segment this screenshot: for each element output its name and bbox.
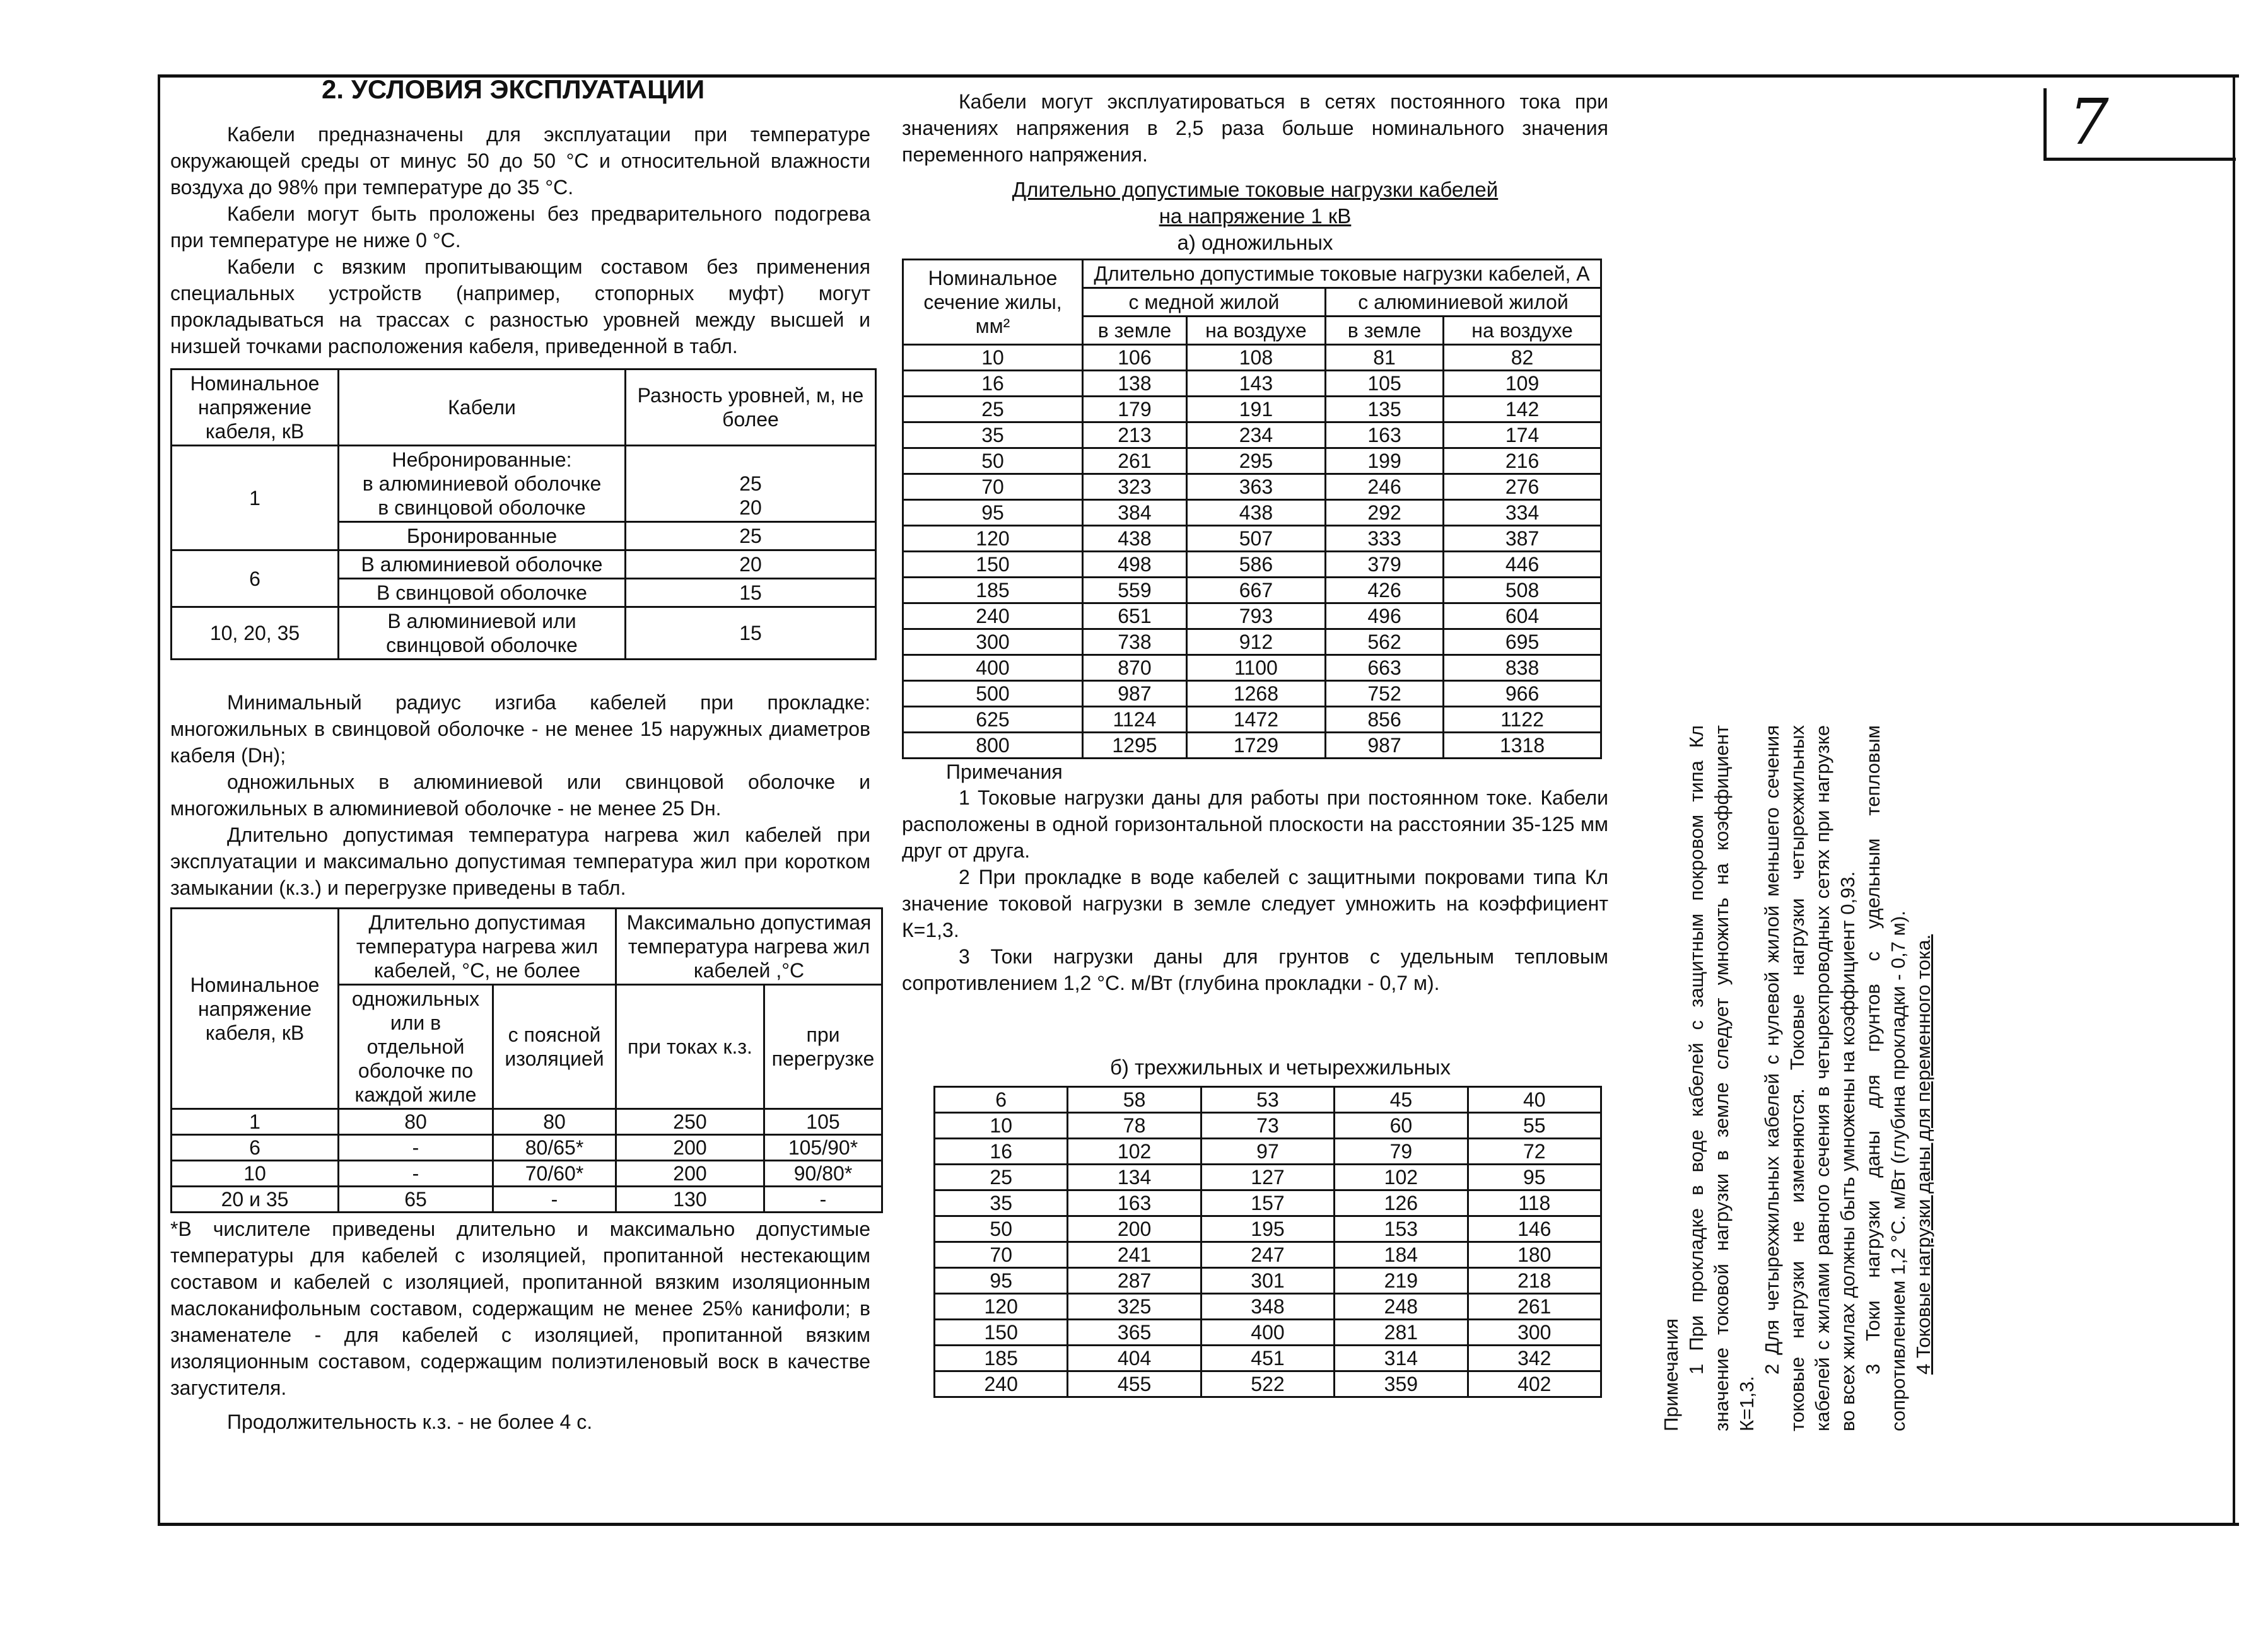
table-cell: 800 (903, 733, 1083, 759)
table-cell: 153 (1335, 1216, 1468, 1242)
table-cell: 134 (1068, 1165, 1201, 1190)
single-core-table-body (903, 345, 1601, 759)
table-cell: 234 (1186, 422, 1325, 448)
table-cell: 90/80* (764, 1161, 882, 1187)
table-cell: 105 (1325, 371, 1443, 397)
table-cell: 856 (1325, 707, 1443, 733)
table-cell: 455 (1068, 1371, 1201, 1397)
table-cell: 200 (1068, 1216, 1201, 1242)
table-row (903, 500, 1601, 526)
table-cell: 199 (1325, 448, 1443, 474)
table-cell: 58 (1068, 1087, 1201, 1113)
three-core-title: б) трехжильных и четырехжильных (1110, 1056, 1451, 1079)
table-cell: 16 (935, 1139, 1068, 1165)
table-row (935, 1320, 1601, 1346)
table-cell: 218 (1468, 1268, 1601, 1294)
table-cell: 138 (1083, 371, 1187, 397)
levels-value: 25 (739, 472, 762, 495)
table-cell: 695 (1444, 629, 1601, 655)
table-cell: 1472 (1186, 707, 1325, 733)
table-cell: 20 и 35 (172, 1187, 339, 1213)
table-row (903, 397, 1601, 422)
table-cell: 348 (1201, 1294, 1334, 1320)
table-cell: 323 (1083, 474, 1187, 500)
table-cell: 179 (1083, 397, 1187, 422)
table-row (903, 603, 1601, 629)
levels-pb-label: В свинцовой оболочке (339, 579, 626, 607)
three-core-table-body (935, 1087, 1601, 1397)
table-cell: 82 (1444, 345, 1601, 371)
table-cell: 314 (1335, 1346, 1468, 1371)
table-cell: - (764, 1187, 882, 1213)
levels-voltage-6: 6 (172, 550, 339, 607)
table-cell: 625 (903, 707, 1083, 733)
levels-value: 20 (626, 550, 876, 579)
table-cell: 80 (493, 1109, 616, 1135)
table-cell: 146 (1468, 1216, 1601, 1242)
notes-a-title: Примечания (946, 760, 1063, 783)
table-cell: 438 (1186, 500, 1325, 526)
table-cell: 333 (1325, 526, 1443, 552)
table-cell: 135 (1325, 397, 1443, 422)
table-row (903, 629, 1601, 655)
single-core-header-load: Длительно допустимые токовые нагрузки кабелей, А (1083, 260, 1601, 288)
table-row (935, 1346, 1601, 1371)
section-paragraph-1: Кабели предназначены для эксплуатации при температуре окружающей среды от минус 50 до 50 °С и относительной влажности воздуха до 98% при температуре до 35 °С. (170, 123, 870, 199)
notes-b-2: 2 Для четырехжильных кабелей с нулевой жилой меньшего сечения токовые нагрузки не изменяются. Токовые нагрузки четырехжильных кабелей с жилами равного сечения в четырехпроводных сетях при нагрузке во всех жилах должны быть умножены на коэффициент 0,93. (1761, 725, 1859, 1431)
levels-cell-unarmored-values (626, 446, 876, 522)
table-cell: 10 (903, 345, 1083, 371)
table-cell: 363 (1186, 474, 1325, 500)
radius-paragraph-3: Длительно допустимая температура нагрева жил кабелей при эксплуатации и максимально допустимая температура жил при коротком замыкании (к.з.) и перегрузке приведены в табл. (170, 823, 870, 899)
table-cell: 216 (1444, 448, 1601, 474)
table-cell: 102 (1335, 1165, 1468, 1190)
table-cell: 365 (1068, 1320, 1201, 1346)
table-cell: - (339, 1161, 493, 1187)
table-cell: 562 (1325, 629, 1443, 655)
radius-paragraph-2: одножильных в алюминиевой или свинцовой оболочке и многожильных в алюминиевой оболочке - не менее 25 Dн. (170, 771, 870, 820)
table-cell: 80/65* (493, 1135, 616, 1161)
table-row (172, 1135, 882, 1161)
table-row (935, 1087, 1601, 1113)
temperature-header-voltage: Номинальное напряжение кабеля, кВ (172, 909, 339, 1109)
table-cell: 184 (1335, 1242, 1468, 1268)
table-row (903, 422, 1601, 448)
table-cell: 80 (339, 1109, 493, 1135)
temperature-table (170, 907, 883, 1213)
section-paragraph-3: Кабели с вязким пропитывающим составом без применения специальных устройств (например, стопорных муфт) могут прокладываться на трассах с разностью уровней между высшей и низшей точками расположения кабеля, приведенной в табл. (170, 255, 870, 358)
table-cell: 241 (1068, 1242, 1201, 1268)
levels-unarmored-label: Небронированные: (392, 448, 572, 471)
table-cell: 45 (1335, 1087, 1468, 1113)
table-cell: 25 (935, 1165, 1068, 1190)
table-cell: 16 (903, 371, 1083, 397)
single-core-header-aluminium: с алюминиевой жилой (1325, 288, 1601, 317)
table-cell: 793 (1186, 603, 1325, 629)
table-cell: 72 (1468, 1139, 1601, 1165)
table-cell: 105/90* (764, 1135, 882, 1161)
table-row (903, 707, 1601, 733)
table-row (935, 1294, 1601, 1320)
temperature-header-row (172, 909, 882, 985)
table-cell: 185 (903, 578, 1083, 603)
table-cell: 295 (1186, 448, 1325, 474)
single-core-header-cu-ground: в земле (1083, 317, 1187, 345)
table-cell: 507 (1186, 526, 1325, 552)
table-row (903, 655, 1601, 681)
table-cell: 53 (1201, 1087, 1334, 1113)
table-cell: 496 (1325, 603, 1443, 629)
single-core-header-al-ground: в земле (1325, 317, 1443, 345)
table-cell: 400 (1201, 1320, 1334, 1346)
table-cell: 174 (1444, 422, 1601, 448)
table-cell: 6 (172, 1135, 339, 1161)
table-cell: 95 (903, 500, 1083, 526)
table-row (172, 1161, 882, 1187)
load-title (902, 177, 1608, 256)
temperature-table-body (172, 1109, 882, 1213)
table-cell: 95 (1468, 1165, 1601, 1190)
levels-al-label: В алюминиевой оболочке (339, 550, 626, 579)
table-row (903, 526, 1601, 552)
table-cell: 586 (1186, 552, 1325, 578)
table-cell: 79 (1335, 1139, 1468, 1165)
section-paragraph-2: Кабели могут быть проложены без предварительного подогрева при температуре не ниже 0 °С. (170, 202, 870, 252)
table-cell: 261 (1083, 448, 1187, 474)
table-row (903, 552, 1601, 578)
table-cell: 150 (935, 1320, 1068, 1346)
table-cell: 384 (1083, 500, 1187, 526)
single-core-title: а) одножильных (1177, 231, 1333, 254)
table-cell: 559 (1083, 578, 1187, 603)
levels-armored-label: Бронированные (339, 522, 626, 550)
table-cell: 35 (935, 1190, 1068, 1216)
levels-cell-unarmored (339, 446, 626, 522)
rotated-notes (1659, 725, 1936, 1431)
table-cell: 247 (1201, 1242, 1334, 1268)
table-cell: 667 (1186, 578, 1325, 603)
table-cell: 1318 (1444, 733, 1601, 759)
table-cell: 130 (616, 1187, 764, 1213)
table-cell: 301 (1201, 1268, 1334, 1294)
table-cell: 1729 (1186, 733, 1325, 759)
table-cell: - (493, 1187, 616, 1213)
table-row (935, 1242, 1601, 1268)
table-row (903, 474, 1601, 500)
table-cell: 522 (1201, 1371, 1334, 1397)
table-row (935, 1371, 1601, 1397)
table-cell: 97 (1201, 1139, 1334, 1165)
frame-left-line (158, 74, 160, 1525)
table-cell: 120 (903, 526, 1083, 552)
page-number: 7 (2069, 85, 2109, 159)
table-cell: 1124 (1083, 707, 1187, 733)
sc-duration: Продолжительность к.з. - не более 4 с. (227, 1411, 593, 1433)
single-core-header-row (903, 260, 1601, 288)
table-cell: 604 (1444, 603, 1601, 629)
table-cell: 180 (1468, 1242, 1601, 1268)
table-cell: 185 (935, 1346, 1068, 1371)
temperature-footnote: *В числителе приведены длительно и максимально допустимые температуры для кабелей с изоляцией, пропитанной нестекающим составом и кабелей с изоляцией, пропитанной вязким изоляционным маслоканифольным составом, содержащим не менее 25% канифоли; в знаменателе - для кабелей с изоляцией, пропитанной вязким изоляционным составом, содержащим полиэтиленовый воск в качестве загустителя. (170, 1218, 870, 1399)
table-cell: 387 (1444, 526, 1601, 552)
table-cell: 65 (339, 1187, 493, 1213)
table-cell: 200 (616, 1135, 764, 1161)
table-cell: 1 (172, 1109, 339, 1135)
table-cell: 35 (903, 422, 1083, 448)
table-cell: 404 (1068, 1346, 1201, 1371)
table-cell: 10 (935, 1113, 1068, 1139)
levels-value: 20 (739, 496, 762, 519)
notes-a-2: 2 При прокладке в воде кабелей с защитными покровами типа Кл значение токовой нагрузки в земле следует умножить на коэффициент К=1,3. (902, 866, 1608, 941)
table-cell: 118 (1468, 1190, 1601, 1216)
temperature-header-long: Длительно допустимая температура нагрева жил кабелей, °С, не более (339, 909, 616, 985)
middle-column (902, 88, 1608, 1398)
table-cell: 498 (1083, 552, 1187, 578)
load-title-line-1: Длительно допустимые токовые нагрузки кабелей (1012, 178, 1499, 201)
table-row (935, 1268, 1601, 1294)
table-cell: 250 (616, 1109, 764, 1135)
table-cell: 870 (1083, 655, 1187, 681)
table-cell: 120 (935, 1294, 1068, 1320)
levels-row (172, 550, 876, 579)
left-column (170, 121, 875, 1435)
frame-right-line (2233, 74, 2235, 1525)
notes-b-title: Примечания (1660, 1318, 1682, 1431)
levels-unarmored-al: в алюминиевой оболочке (362, 472, 602, 495)
table-cell: 70 (935, 1242, 1068, 1268)
table-cell: 987 (1325, 733, 1443, 759)
levels-header-row (172, 369, 876, 446)
notes-a-1: 1 Токовые нагрузки даны для работы при постоянном токе. Кабели расположены в одной горизонтальной плоскости на расстоянии 35-125 мм друг от друга. (902, 786, 1608, 862)
table-cell: 78 (1068, 1113, 1201, 1139)
table-cell: 752 (1325, 681, 1443, 707)
table-cell: 213 (1083, 422, 1187, 448)
table-cell: 50 (903, 448, 1083, 474)
table-cell: 81 (1325, 345, 1443, 371)
table-cell: 966 (1444, 681, 1601, 707)
table-row (903, 371, 1601, 397)
table-cell: 402 (1468, 1371, 1601, 1397)
table-cell: 325 (1068, 1294, 1201, 1320)
levels-value: 15 (626, 607, 876, 660)
single-core-header-copper: с медной жилой (1083, 288, 1326, 317)
table-cell: 191 (1186, 397, 1325, 422)
table-cell: 379 (1325, 552, 1443, 578)
table-row (172, 1109, 882, 1135)
table-cell: 446 (1444, 552, 1601, 578)
table-cell: 55 (1468, 1113, 1601, 1139)
levels-voltage-1: 1 (172, 446, 339, 550)
temperature-header-max: Максимально допустимая температура нагрева жил кабелей ,°С (616, 909, 882, 985)
table-cell: 143 (1186, 371, 1325, 397)
table-cell: 106 (1083, 345, 1187, 371)
frame-bottom-line (158, 1523, 2239, 1526)
radius-paragraph-1: Минимальный радиус изгиба кабелей при прокладке: многожильных в свинцовой оболочке - не менее 15 наружных диаметров кабеля (Dн); (170, 691, 870, 767)
table-cell: 342 (1468, 1346, 1601, 1371)
notes-b-4: 4 Токовые нагрузки даны для переменного тока. (1912, 934, 1934, 1375)
levels-value: 25 (626, 522, 876, 550)
levels-voltage-10: 10, 20, 35 (172, 607, 339, 660)
table-cell: 276 (1444, 474, 1601, 500)
table-cell: 70 (903, 474, 1083, 500)
table-row (903, 681, 1601, 707)
table-cell: 261 (1468, 1294, 1601, 1320)
single-core-header-al-air: на воздухе (1444, 317, 1601, 345)
levels-table (170, 368, 877, 660)
table-cell: 663 (1325, 655, 1443, 681)
table-cell: 426 (1325, 578, 1443, 603)
table-cell: 150 (903, 552, 1083, 578)
table-cell: 240 (935, 1371, 1068, 1397)
table-cell: 6 (935, 1087, 1068, 1113)
table-cell: 1122 (1444, 707, 1601, 733)
table-cell: 912 (1186, 629, 1325, 655)
table-cell: 838 (1444, 655, 1601, 681)
table-cell: 287 (1068, 1268, 1201, 1294)
table-cell: 25 (903, 397, 1083, 422)
table-cell: 400 (903, 655, 1083, 681)
table-cell: 219 (1335, 1268, 1468, 1294)
temperature-header-overload: при перегрузке (764, 985, 882, 1109)
table-cell: 157 (1201, 1190, 1334, 1216)
table-row (935, 1216, 1601, 1242)
table-cell: 359 (1335, 1371, 1468, 1397)
levels-header-difference: Разность уровней, м, не более (626, 369, 876, 446)
table-cell: 200 (616, 1161, 764, 1187)
levels-row (172, 446, 876, 522)
table-cell: 60 (1335, 1113, 1468, 1139)
temperature-header-belt: с поясной изоляцией (493, 985, 616, 1109)
table-cell: 451 (1201, 1346, 1334, 1371)
levels-unarmored-pb: в свинцовой оболочке (378, 496, 586, 519)
table-cell: 300 (903, 629, 1083, 655)
table-cell: 651 (1083, 603, 1187, 629)
section-title: 2. УСЛОВИЯ ЭКСПЛУАТАЦИИ (322, 74, 705, 104)
table-cell: 246 (1325, 474, 1443, 500)
levels-al-or-pb-label: В алюминиевой или свинцовой оболочке (339, 607, 626, 660)
temperature-header-sc: при токах к.з. (616, 985, 764, 1109)
table-cell: 281 (1335, 1320, 1468, 1346)
load-title-line-2: на напряжение 1 кВ (1159, 204, 1352, 228)
table-row (903, 448, 1601, 474)
table-row (935, 1139, 1601, 1165)
table-cell: 109 (1444, 371, 1601, 397)
single-core-header-cu-air: на воздухе (1186, 317, 1325, 345)
table-cell: 70/60* (493, 1161, 616, 1187)
table-cell: 500 (903, 681, 1083, 707)
table-cell: 73 (1201, 1113, 1334, 1139)
table-row (935, 1113, 1601, 1139)
notes-b-1: 1 При прокладке в воде кабелей с защитным покровом типа Кл значение токовой нагрузки в земле следует умножить на коэффициент К=1,3. (1685, 725, 1758, 1431)
table-row (172, 1187, 882, 1213)
notes-b-3: 3 Токи нагрузки даны для грунтов с удельным тепловым сопротивлением 1,2 °С. м/Вт (глубина прокладки - 0,7 м). (1862, 725, 1909, 1431)
levels-header-cables: Кабели (339, 369, 626, 446)
table-cell: 102 (1068, 1139, 1201, 1165)
single-core-header-section: Номинальное сечение жилы, мм² (903, 260, 1083, 345)
table-cell: 738 (1083, 629, 1187, 655)
table-cell: 300 (1468, 1320, 1601, 1346)
table-cell: 334 (1444, 500, 1601, 526)
notes-a-3: 3 Токи нагрузки даны для грунтов с удельным тепловым сопротивлением 1,2 °С. м/Вт (глубина прокладки - 0,7 м). (902, 945, 1608, 994)
table-cell: 10 (172, 1161, 339, 1187)
table-cell: 40 (1468, 1087, 1601, 1113)
levels-value: 15 (626, 579, 876, 607)
table-cell: 1268 (1186, 681, 1325, 707)
levels-row (172, 607, 876, 660)
table-cell: 95 (935, 1268, 1068, 1294)
table-cell: 240 (903, 603, 1083, 629)
table-cell: 438 (1083, 526, 1187, 552)
table-cell: 987 (1083, 681, 1187, 707)
dc-paragraph: Кабели могут эксплуатироваться в сетях постоянного тока при значениях напряжения в 2,5 раза больше номинального значения переменного напряжения. (902, 90, 1608, 166)
three-core-table (933, 1086, 1602, 1398)
table-cell: 142 (1444, 397, 1601, 422)
table-cell: 1100 (1186, 655, 1325, 681)
table-row (903, 345, 1601, 371)
table-row (935, 1190, 1601, 1216)
table-cell: 50 (935, 1216, 1068, 1242)
table-cell: 127 (1201, 1165, 1334, 1190)
single-core-table (902, 259, 1602, 759)
table-cell: 163 (1325, 422, 1443, 448)
temperature-header-single: одножильных или в отдельной оболочке по каждой жиле (339, 985, 493, 1109)
table-row (903, 578, 1601, 603)
table-cell: 1295 (1083, 733, 1187, 759)
table-cell: 163 (1068, 1190, 1201, 1216)
table-cell: 105 (764, 1109, 882, 1135)
table-cell: 248 (1335, 1294, 1468, 1320)
table-cell: 292 (1325, 500, 1443, 526)
table-cell: - (339, 1135, 493, 1161)
table-row (935, 1165, 1601, 1190)
table-cell: 108 (1186, 345, 1325, 371)
table-cell: 195 (1201, 1216, 1334, 1242)
table-row (903, 733, 1601, 759)
table-cell: 126 (1335, 1190, 1468, 1216)
table-cell: 508 (1444, 578, 1601, 603)
levels-header-voltage: Номинальное напряжение кабеля, кВ (172, 369, 339, 446)
